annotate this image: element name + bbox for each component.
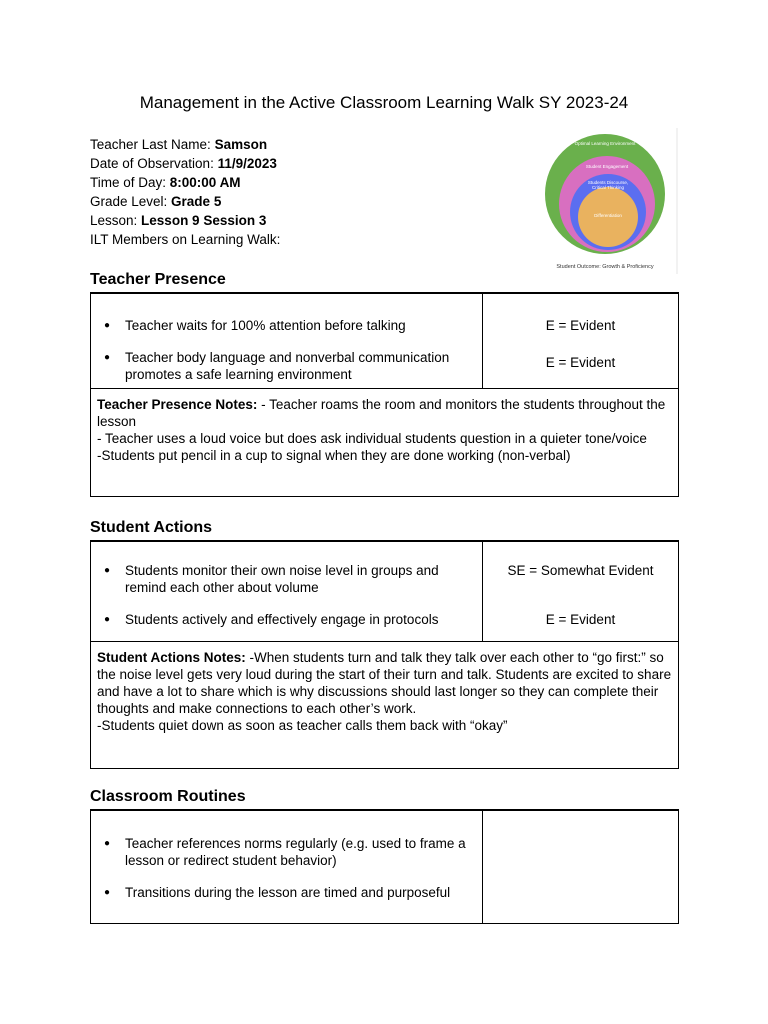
date-label: Date of Observation:	[90, 156, 218, 171]
lesson-label: Lesson:	[90, 213, 142, 228]
student-actions-table	[90, 540, 679, 769]
classroom-routines-criteria	[91, 810, 483, 923]
time-value: 8:00:00 AM	[169, 175, 241, 190]
student-actions-heading: Student Actions	[90, 519, 213, 536]
date-row	[90, 154, 280, 173]
classroom-routines-ratings	[483, 810, 679, 923]
grade-row	[90, 192, 280, 211]
ring2-label: Student Engagement	[585, 164, 629, 169]
criteria-text: Students monitor their own noise level in groups and remind each other about volume	[125, 563, 439, 595]
lesson-row	[90, 211, 280, 230]
ring1-label: Optimal Learning Environment	[574, 141, 636, 146]
notes-text: - Teacher roams the room and monitors the students throughout the lesson	[97, 396, 666, 429]
student-actions-criteria	[91, 541, 483, 641]
notes-text: -When students turn and talk they talk over each other to “go first:” so the noise level gets very loud during the start of their turn and talk. Students are excited to share and have a lot to share which is why discussions should last longer so they can complete their thoughts and make connections to each other’s work.	[97, 649, 672, 716]
list-item: ● Teacher waits for 100% attention before talking	[91, 317, 482, 334]
student-actions-notes	[91, 641, 679, 768]
classroom-routines-table	[90, 809, 679, 924]
learning-environment-diagram	[540, 128, 678, 274]
criteria-text: Students actively and effectively engage in protocols	[125, 612, 439, 627]
classroom-routines-heading: Classroom Routines	[90, 788, 246, 805]
student-actions-ratings	[483, 541, 679, 641]
observation-info	[90, 135, 280, 249]
rating-text: E = Evident	[545, 355, 616, 370]
notes-label: Teacher Presence Notes:	[97, 396, 258, 412]
notes-text: - Teacher uses a loud voice but does ask individual students question in a quieter tone/voice	[97, 430, 647, 446]
list-item: ● Students monitor their own noise level in groups and remind each other about volume	[91, 562, 482, 596]
time-row	[90, 173, 280, 192]
ilt-label: ILT Members on Learning Walk:	[90, 232, 281, 247]
criteria-text: Teacher waits for 100% attention before talking	[125, 318, 406, 333]
ilt-row	[90, 230, 280, 249]
page-title: Management in the Active Classroom Learning Walk SY 2023-24	[139, 93, 629, 112]
teacher-presence-criteria	[91, 293, 483, 388]
notes-text: -Students put pencil in a cup to signal when they are done working (non-verbal)	[97, 447, 571, 463]
lesson-value: Lesson 9 Session 3	[141, 213, 267, 228]
rating-text: E = Evident	[545, 318, 616, 333]
criteria-text: Teacher body language and nonverbal communication promotes a safe learning environment	[125, 350, 450, 382]
rating-text: E = Evident	[545, 612, 616, 627]
teacher-presence-heading: Teacher Presence	[90, 271, 226, 288]
list-item: ● Transitions during the lesson are timed and purposeful	[91, 884, 482, 901]
ring4-label: Differentiation	[594, 213, 622, 218]
teacher-name-label: Teacher Last Name:	[90, 137, 215, 152]
grade-value: Grade 5	[171, 194, 222, 209]
time-label: Time of Day:	[90, 175, 170, 190]
diagram-caption: Student Outcome: Growth & Proficiency	[556, 264, 654, 270]
list-item: ● Teacher references norms regularly (e.g. used to frame a lesson or redirect student behavior)	[91, 835, 482, 869]
list-item: ● Teacher body language and nonverbal communication promotes a safe learning environment	[91, 349, 482, 383]
list-item: ● Students actively and effectively engage in protocols	[91, 611, 482, 628]
teacher-presence-ratings	[483, 293, 679, 388]
teacher-name-row	[90, 135, 280, 154]
notes-label: Student Actions Notes:	[97, 649, 246, 665]
grade-label: Grade Level:	[90, 194, 172, 209]
teacher-presence-table	[90, 292, 679, 497]
notes-text: -Students quiet down as soon as teacher calls them back with “okay”	[97, 717, 508, 733]
rating-text: SE = Somewhat Evident	[507, 563, 654, 578]
date-value: 11/9/2023	[217, 156, 277, 171]
teacher-name-value: Samson	[214, 137, 268, 152]
ring3-label-line2: Critical Thinking	[592, 185, 624, 190]
criteria-text: Teacher references norms regularly (e.g. used to frame a lesson or redirect student behavior)	[125, 836, 466, 868]
criteria-text: Transitions during the lesson are timed and purposeful	[125, 885, 451, 900]
teacher-presence-notes	[91, 388, 679, 496]
ring3-label-line1: Students Discourse,	[587, 180, 629, 185]
